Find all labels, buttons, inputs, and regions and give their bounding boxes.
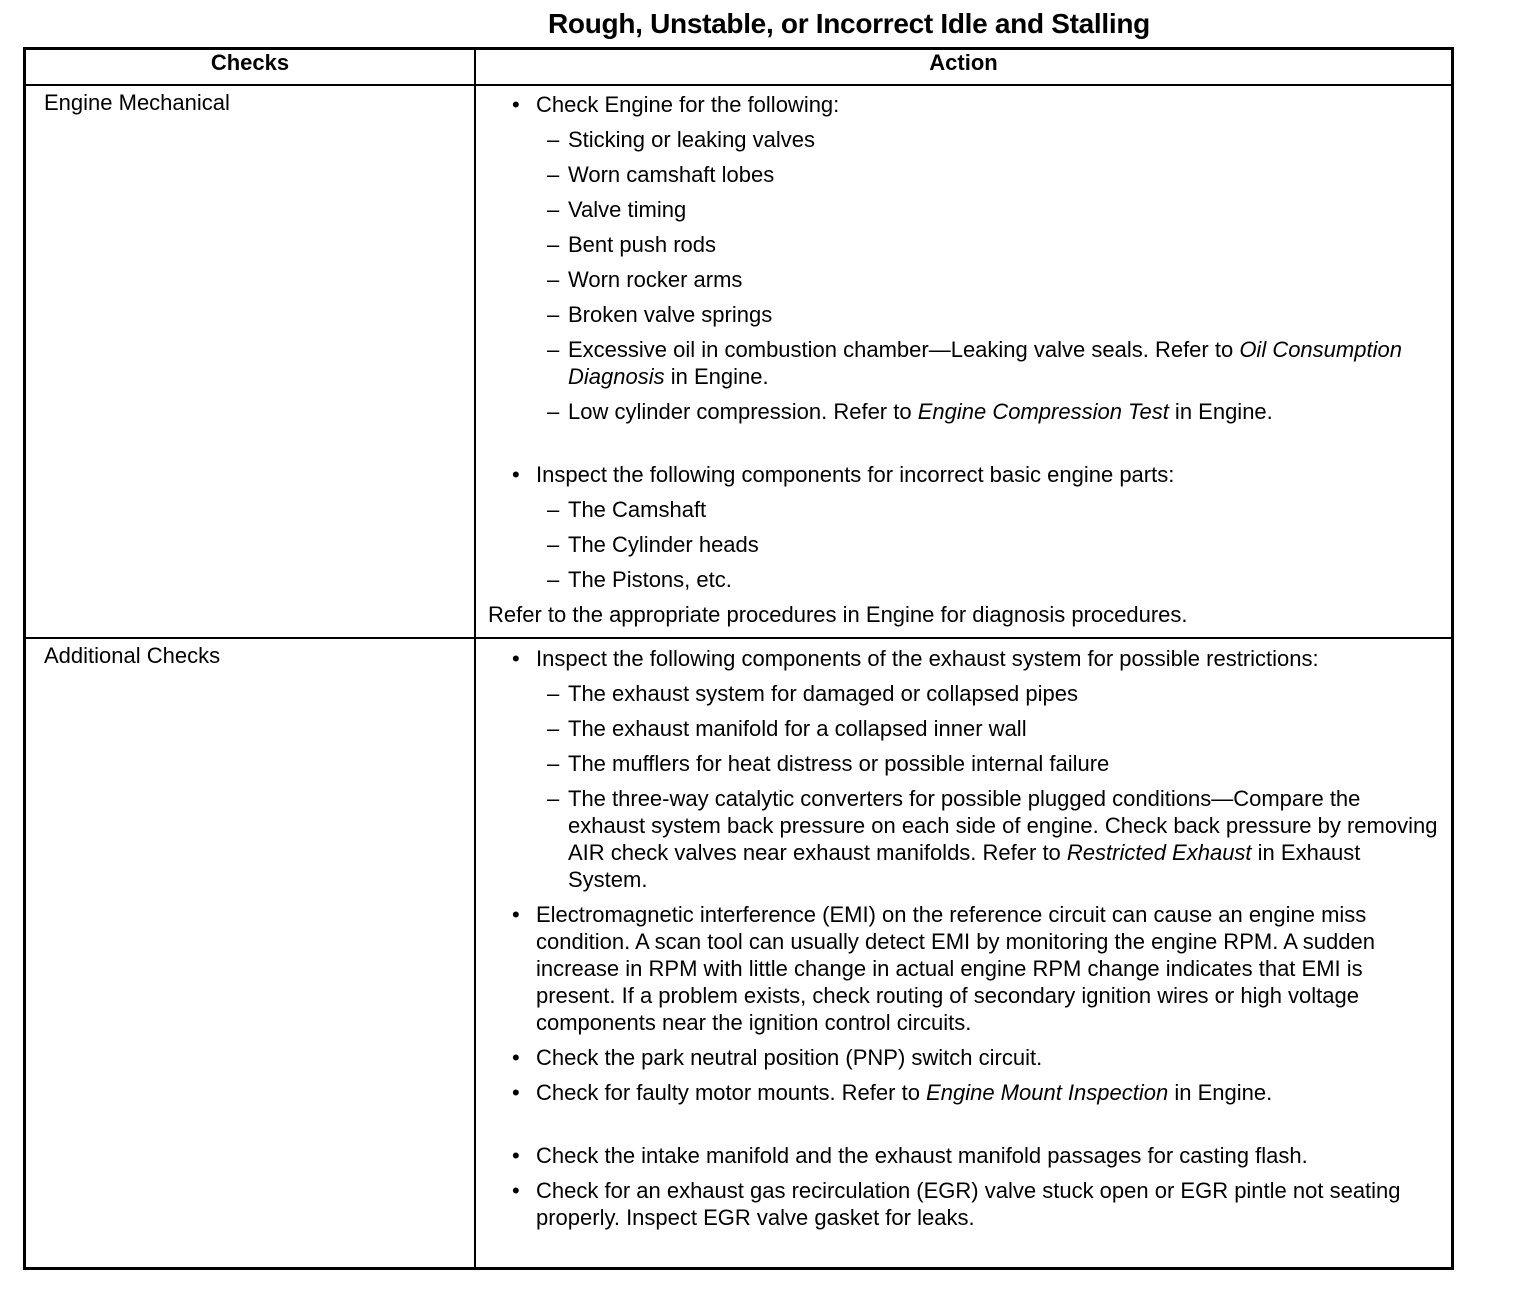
- dash-item-compression: [476, 398, 1451, 425]
- text: in Engine.: [1168, 1080, 1273, 1105]
- bullet-item-pnp: • Check the park neutral position (PNP) switch circuit.: [476, 1044, 1451, 1071]
- bullet-item: • Inspect the following components for incorrect basic engine parts:: [476, 461, 1451, 488]
- bullet-item: • Check Engine for the following:: [476, 91, 1451, 118]
- column-header-checks: Checks: [25, 49, 476, 86]
- bullet-item: • Inspect the following components of the exhaust system for possible restrictions:: [476, 645, 1451, 672]
- dash-item: – Worn rocker arms: [476, 266, 1451, 293]
- text: Excessive oil in combustion chamber—Leaking valve seals. Refer to: [568, 337, 1240, 362]
- dash-item: – The Camshaft: [476, 496, 1451, 523]
- dash-item: – Broken valve springs: [476, 301, 1451, 328]
- table-row: [25, 638, 1453, 1268]
- reference-engine-mount-inspection: Engine Mount Inspection: [926, 1080, 1169, 1105]
- text: Low cylinder compression. Refer to: [568, 399, 918, 424]
- dash-item-catalytic-converters: [476, 785, 1451, 893]
- action-cell-additional-checks: [475, 638, 1453, 1268]
- reference-restricted-exhaust: Restricted Exhaust: [1066, 840, 1252, 865]
- diagnosis-table: [23, 47, 1454, 1270]
- bullet-item-egr: • Check for an exhaust gas recirculation (EGR) valve stuck open or EGR pintle not seating properly. Inspect EGR valve gasket for leaks.: [476, 1177, 1451, 1231]
- dash-item-oil-consumption: [476, 336, 1451, 390]
- bullet-item-motor-mounts: [476, 1079, 1451, 1106]
- page-title-text: Rough, Unstable, or Incorrect Idle and Stalling: [548, 8, 1150, 39]
- action-cell-engine-mechanical: [475, 85, 1453, 638]
- dash-item: – Worn camshaft lobes: [476, 161, 1451, 188]
- text: in Engine.: [1168, 399, 1273, 424]
- reference-oil-consumption-diagnosis: Oil Consumption Diagnosis: [568, 337, 1402, 389]
- text: Check for faulty motor mounts. Refer to: [536, 1080, 927, 1105]
- table-header-row: [25, 49, 1453, 86]
- table-row: [25, 85, 1453, 638]
- dash-item: – Bent push rods: [476, 231, 1451, 258]
- bullet-item-emi: • Electromagnetic interference (EMI) on the reference circuit can cause an engine miss condition. A scan tool can usually detect EMI by monitoring the engine RPM. A sudden increase in RPM with little change in actual engine RPM change indicates that EMI is present. If a problem exists, check routing of secondary ignition wires or high voltage components near the ignition control circuits.: [476, 901, 1451, 1036]
- text: The three-way catalytic converters for possible plugged conditions—Compare the exhaust system back pressure on each side of engine. Check back pressure by removing AIR check valves near exhaust manifolds. Refer to: [568, 786, 1438, 865]
- dash-item: – The exhaust manifold for a collapsed inner wall: [476, 715, 1451, 742]
- check-cell-additional-checks: Additional Checks: [25, 638, 476, 1268]
- text: in Engine.: [664, 364, 769, 389]
- text: in Exhaust System.: [568, 840, 1361, 892]
- reference-engine-compression-test: Engine Compression Test: [917, 399, 1169, 424]
- column-header-action: Action: [475, 49, 1453, 86]
- dash-item: – The Pistons, etc.: [476, 566, 1451, 593]
- dash-item: – The exhaust system for damaged or collapsed pipes: [476, 680, 1451, 707]
- page-title: [0, 8, 1360, 40]
- bullet-item-intake: • Check the intake manifold and the exhaust manifold passages for casting flash.: [476, 1142, 1451, 1169]
- dash-item: – Sticking or leaking valves: [476, 126, 1451, 153]
- dash-item: – The Cylinder heads: [476, 531, 1451, 558]
- check-cell-engine-mechanical: Engine Mechanical: [25, 85, 476, 638]
- footer-note: Refer to the appropriate procedures in Engine for diagnosis procedures.: [488, 602, 1188, 627]
- dash-item: – The mufflers for heat distress or possible internal failure: [476, 750, 1451, 777]
- dash-item: – Valve timing: [476, 196, 1451, 223]
